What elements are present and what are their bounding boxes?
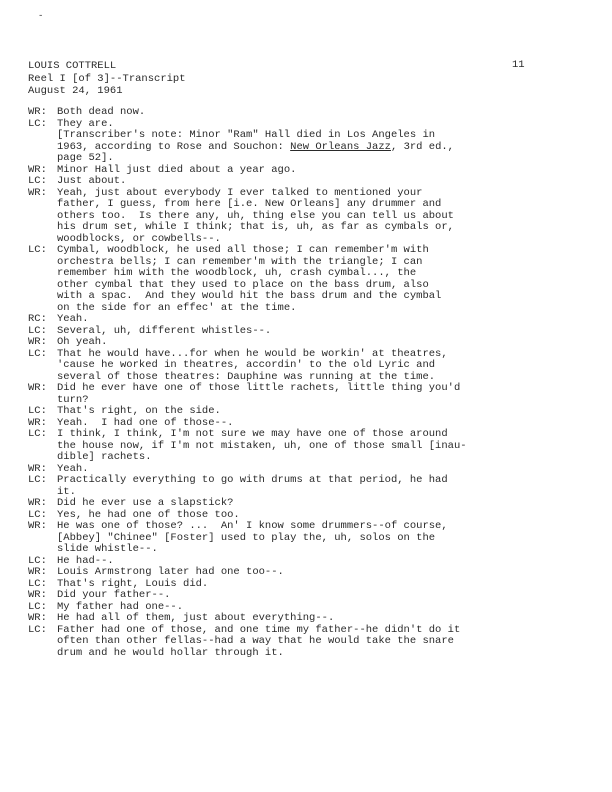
transcript-entry [28, 337, 588, 349]
transcript-entry [28, 613, 588, 625]
corner-mark: - [38, 11, 44, 21]
transcript-entry [28, 349, 588, 384]
book-title: New Orleans Jazz [290, 140, 391, 153]
transcript-line: on the side for an effec' at the time. [57, 301, 297, 314]
speaker-label: WR: [28, 566, 47, 578]
transcript-body [28, 107, 588, 659]
speaker-label: LC: [28, 244, 47, 256]
transcript-line: woodblocks, or cowbells--. [57, 232, 221, 245]
header-reel: Reel I [of 3]--Transcript [28, 72, 186, 85]
transcript-line: He was one of those? ... An' I know some drummers--of course, [57, 520, 448, 532]
transcript-line: Minor Hall just died about a year ago. [57, 163, 297, 176]
transcript-line: Oh yeah. [57, 336, 108, 348]
speaker-label: WR: [28, 336, 47, 348]
speaker-label: LC: [28, 554, 47, 567]
transcript-line: turn? [57, 393, 89, 406]
header-interviewee: LOUIS COTTRELL [28, 60, 117, 72]
transcript-line: My father had one--. [57, 600, 184, 613]
transcript-line: Yeah. [57, 462, 89, 475]
speaker-label: LC: [28, 324, 47, 337]
transcript-line: page 52]. [57, 152, 114, 164]
header-date: August 24, 1961 [28, 85, 123, 97]
transcript-line: Practically everything to go with drums at that period, he had [57, 474, 448, 486]
transcript-line [57, 142, 588, 154]
transcript-line: the house now, if I'm not mistaken, uh, one of those small [inau- [57, 439, 467, 452]
transcript-line: others too. Is there any, uh, thing else you can tell us about [57, 209, 454, 222]
speaker-label: WR: [28, 106, 47, 118]
transcript-entry [28, 498, 588, 510]
transcript-line: Just about. [57, 175, 127, 187]
speaker-label: WR: [28, 416, 47, 429]
transcript-entry [28, 383, 588, 406]
transcript-line: slide whistle--. [57, 543, 158, 555]
transcript-line: several of those theatres: Dauphine was running at the time. [57, 370, 436, 383]
speaker-label: LC: [28, 117, 47, 130]
transcript-line: Did your father--. [57, 589, 171, 601]
transcript-line: other cymbal that they used to place on the bass drum, also [57, 278, 429, 291]
transcript-line: 'cause he worked in theatres, accordin' to the old Lyric and [57, 359, 436, 371]
transcript-line: Yeah. [57, 313, 89, 325]
note-text: 1963, according to Rose and Souchon: [57, 140, 291, 153]
transcript-line: orchestra bells; I can remember'm with the triangle; I can [57, 255, 423, 268]
transcript-line: Yes, he had one of those too. [57, 508, 240, 521]
transcript-line: Cymbal, woodblock, he used all those; I can remember'm with [57, 244, 429, 256]
speaker-label: LC: [28, 347, 47, 360]
speaker-label: LC: [28, 600, 47, 613]
transcript-line: with a spac. And they would hit the bass drum and the cymbal [57, 290, 442, 302]
transcript-entry [28, 314, 588, 326]
speaker-label: WR: [28, 589, 47, 601]
document-header [28, 60, 186, 98]
transcript-entry [28, 475, 588, 498]
transcript-line: dible] rachets. [57, 451, 152, 463]
transcript-line: Yeah. I had one of those--. [57, 416, 234, 429]
transcript-line: That's right, Louis did. [57, 577, 209, 590]
speaker-label: LC: [28, 623, 47, 636]
speaker-label: LC: [28, 474, 47, 486]
transcript-line: They are. [57, 117, 114, 130]
transcript-line: Did he ever have one of those little rachets, little thing you'd [57, 382, 461, 394]
transcript-entry [28, 176, 588, 188]
speaker-label [28, 130, 57, 165]
transcript-line: Several, uh, different whistles--. [57, 324, 272, 337]
speaker-label: WR: [28, 163, 47, 176]
speaker-label: LC: [28, 577, 47, 590]
transcript-line: [Transcriber's note: Minor "Ram" Hall died in Los Angeles in [57, 129, 436, 141]
page-number: 11 [512, 59, 525, 71]
transcript-line: That he would have...for when he would be workin' at theatres, [57, 347, 448, 360]
speaker-label: WR: [28, 520, 47, 532]
transcript-line: his drum set, while I think; that is, uh, as far as cymbals or, [57, 221, 454, 233]
speaker-label: WR: [28, 186, 47, 199]
speaker-label: RC: [28, 313, 47, 325]
transcript-line: remember him with the woodblock, uh, crash cymbal..., the [57, 267, 417, 279]
speaker-label: LC: [28, 175, 47, 187]
transcript-line: Yeah, just about everybody I ever talked to mentioned your [57, 186, 423, 199]
transcript-entry [28, 625, 588, 660]
transcript-line: He had all of them, just about everything--. [57, 612, 335, 624]
transcript-line: I think, I think, I'm not sure we may have one of those around [57, 428, 448, 440]
transcript-line: Louis Armstrong later had one too--. [57, 566, 284, 578]
speaker-label: LC: [28, 405, 47, 417]
transcript-entry [28, 521, 588, 556]
speaker-label: LC: [28, 508, 47, 521]
transcript-line: Father had one of those, and one time my father--he didn't do it [57, 623, 461, 636]
transcript-line: Both dead now. [57, 106, 146, 118]
transcript-line: That's right, on the side. [57, 405, 221, 417]
transcript-line: it. [57, 485, 76, 498]
speaker-label: WR: [28, 497, 47, 509]
transcript-line: father, I guess, from here [i.e. New Orleans] any drummer and [57, 198, 442, 210]
transcript-entry [28, 188, 588, 246]
transcript-entry [28, 107, 588, 119]
transcript-entry [28, 567, 588, 579]
speaker-label: LC: [28, 428, 47, 440]
note-text: , 3rd ed., [390, 140, 454, 153]
transcript-line: [Abbey] "Chinee" [Foster] used to play the, uh, solos on the [57, 531, 436, 544]
transcript-entry [28, 245, 588, 314]
transcript-line: often than other fellas--had a way that he would take the snare [57, 635, 454, 647]
speaker-label: WR: [28, 462, 47, 475]
transcript-entry [28, 326, 588, 338]
transcript-entry [28, 406, 588, 418]
transcript-line: Did he ever use a slapstick? [57, 497, 234, 509]
speaker-label: WR: [28, 612, 47, 624]
transcript-line: drum and he would hollar through it. [57, 646, 284, 659]
transcript-line: He had--. [57, 554, 114, 567]
transcript-entry [28, 590, 588, 602]
speaker-label: WR: [28, 382, 47, 394]
transcriber-note [28, 130, 588, 165]
transcript-entry [28, 429, 588, 464]
